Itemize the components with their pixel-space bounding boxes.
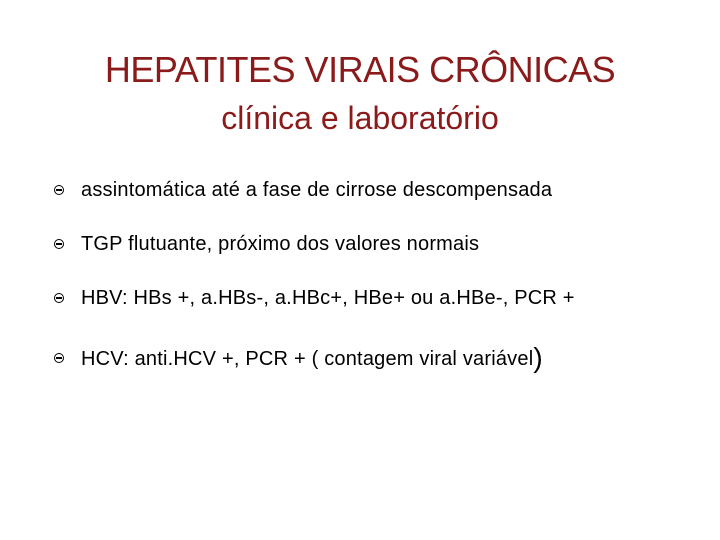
- bullet-item: [54, 338, 543, 378]
- bullet-text: TGP flutuante, próximo dos valores normais: [81, 232, 480, 255]
- circle-minus-bullet-icon: [54, 353, 64, 363]
- circle-minus-bullet-icon: [54, 185, 64, 195]
- slide-subtitle: clínica e laboratório: [221, 100, 499, 136]
- bullet-text: HBV: HBs +, a.HBs-, a.HBc+, HBe+ ou a.HBe-, PCR +: [81, 286, 575, 309]
- bullet-text-main: HCV: anti.HCV +, PCR + ( contagem viral variável: [81, 348, 534, 370]
- bullet-item: [54, 278, 575, 318]
- bullet-text: assintomática até a fase de cirrose descompensada: [81, 178, 553, 201]
- closing-parenthesis: ): [533, 342, 543, 373]
- bullet-item: [54, 224, 479, 264]
- bullet-text: [81, 342, 543, 374]
- slide-title: HEPATITES VIRAIS CRÔNICAS: [104, 49, 616, 90]
- circle-minus-bullet-icon: [54, 239, 64, 249]
- circle-minus-bullet-icon: [54, 293, 64, 303]
- bullet-item: [54, 170, 552, 210]
